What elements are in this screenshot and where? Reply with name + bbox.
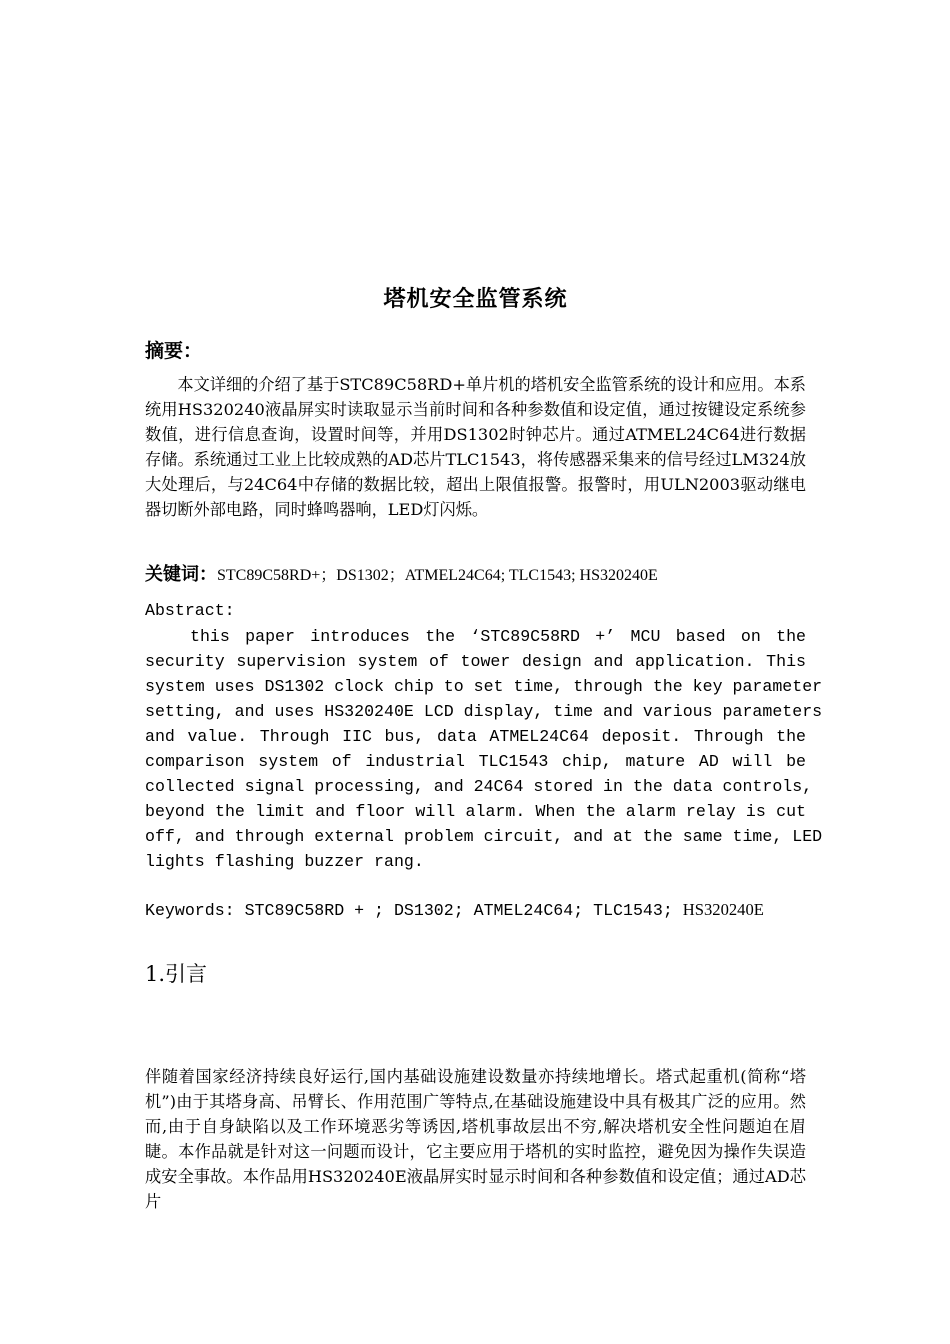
- abstract-en-line: this paper introduces the ‘STC89C58RD +’ MCU based on the: [190, 627, 806, 646]
- section-title: 1.引言: [145, 962, 208, 986]
- abstract-en-line: lights flashing buzzer rang.: [145, 852, 424, 871]
- abstract-en-label: Abstract:: [145, 601, 235, 620]
- abstract-cn-heading: 摘要：: [145, 340, 203, 362]
- abstract-en-line: system uses DS1302 clock chip to set time, through the key parameter: [145, 677, 823, 696]
- abstract-en-line: setting, and uses HS320240E LCD display, time and various parameters: [145, 702, 823, 721]
- keywords-en-tail: HS320240E: [682, 900, 764, 919]
- keywords-en-label: Keywords:: [145, 901, 235, 920]
- keywords-cn-value: STC89C58RD+；DS1302；ATMEL24C64; TLC1543; HS320240E: [217, 567, 658, 584]
- abstract-en-line: security supervision system of tower design and application. This: [145, 652, 806, 671]
- keywords-en: [145, 897, 764, 924]
- abstract-cn-paragraph: 本文详细的介绍了基于STC89C58RD+单片机的塔机安全监管系统的设计和应用。本系统用HS320240液晶屏实时读取显示当前时间和各种参数值和设定值，通过按键设定系统参数值，进行信息查询，设置时间等，并用DS1302时钟芯片。通过ATMEL24C64进行数据存储。系统通过工业上比较成熟的AD芯片TLC1543，将传感器采集来的信号经过LM324放大处理后，与24C64中存储的数据比较，超出上限值报警。报警时，用ULN2003驱动继电器切断外部电路，同时蜂鸣器响，LED灯闪烁。: [145, 375, 806, 519]
- document-page: [145, 0, 823, 1344]
- abstract-en-line: collected signal processing, and 24C64 stored in the data controls,: [145, 777, 813, 796]
- abstract-en-line: comparison system of industrial TLC1543 chip, mature AD will be: [145, 752, 806, 771]
- abstract-en-line: beyond the limit and floor will alarm. When the alarm relay is cut: [145, 802, 806, 821]
- keywords-en-value: STC89C58RD + ; DS1302; ATMEL24C64; TLC1543;: [244, 901, 673, 920]
- abstract-cn-body: [145, 372, 806, 522]
- abstract-en-body: [145, 624, 823, 874]
- document-title: 塔机安全监管系统: [383, 287, 568, 312]
- abstract-en-line: off, and through external problem circuit, and at the same time, LED: [145, 827, 823, 846]
- keywords-cn: [145, 561, 806, 590]
- section-body: [145, 1064, 806, 1214]
- section-paragraph: 伴随着国家经济持续良好运行,国内基础设施建设数量亦持续地增长。塔式起重机(简称“塔机”)由于其塔身高、吊臂长、作用范围广等特点,在基础设施建设中具有极其广泛的应用。然而,由于自身缺陷以及工作环境恶劣等诱因,塔机事故层出不穷,解决塔机安全性问题迫在眉睫。本作品就是针对这一问题而设计，它主要应用于塔机的实时监控，避免因为操作失误造成安全事故。本作品用HS320240E液晶屏实时显示时间和各种参数值和设定值；通过AD芯片: [145, 1067, 806, 1211]
- abstract-en-line: and value. Through IIC bus, data ATMEL24C64 deposit. Through the: [145, 727, 806, 746]
- keywords-cn-label: 关键词：: [145, 564, 217, 585]
